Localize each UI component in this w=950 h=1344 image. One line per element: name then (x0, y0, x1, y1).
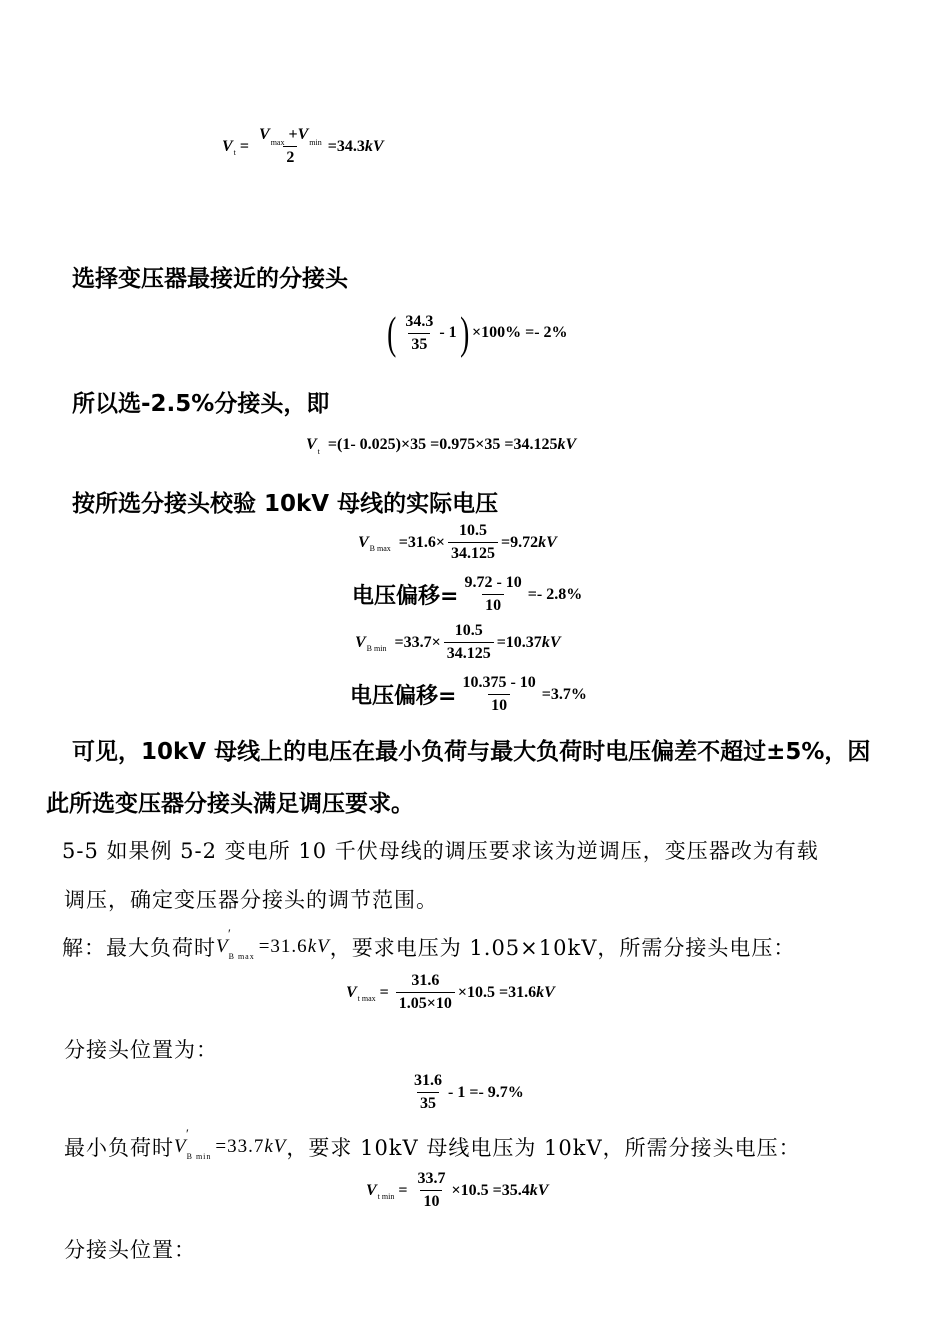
formula-minus: - 1 (439, 324, 457, 341)
text-post: ，要求 10kV 母线电压为 10kV，所需分接头电压： (286, 1136, 801, 1160)
formula-tap-percent: ( $\frac{34.3}{35}$ - 1 ) ×100% =- 2% (387, 307, 568, 358)
formula-sub: t (233, 148, 236, 157)
prime: ′ (228, 926, 232, 941)
formula-rhs: - 1 =- 9.7% (448, 1083, 524, 1101)
fraction-den: 1.05×10 (396, 992, 455, 1013)
heading-select-tap: 选择变压器最接近的分接头 (72, 266, 348, 292)
fraction-num: 10.375 - 10 (462, 674, 536, 691)
formula-rhs: =9.72 (501, 533, 539, 551)
fraction-num: 10.5 (459, 522, 488, 539)
text-pre: 最小负荷时 (64, 1136, 174, 1160)
fraction-num: 31.6 (414, 1072, 442, 1089)
fraction (396, 972, 455, 1013)
formula-deviation-min (350, 674, 587, 715)
formula-vt-max: V t max = $\frac{31.6}{1.05\times 10}$ ×10.5 =31.6 kV (346, 972, 555, 1012)
fraction (402, 313, 436, 354)
formula-rhs: ×10.5 =31.6 (457, 983, 537, 1001)
v: V (216, 936, 229, 957)
formula-unit: kV (364, 137, 384, 155)
v-unit: kV (307, 936, 330, 957)
problem-line-1: 5-5 如果例 5-2 变电所 10 千伏母线的调压要求该为逆调压，变压器改为有载 (62, 839, 819, 863)
v-prime (174, 1126, 212, 1161)
conclusion-line-1: 可见，10kV 母线上的电压在最小负荷与最大负荷时电压偏差不超过±5%，因 (72, 739, 871, 765)
text-pre: 解：最大负荷时 (62, 936, 216, 960)
formula-unit: kV (538, 533, 557, 551)
formula-vt-average: V t = $\frac{V_{max} +V_{min}}{2}$ =34.3 kV (222, 126, 384, 166)
solution-max-line (62, 926, 796, 962)
fraction-num: 34.3 (405, 312, 434, 330)
tap-position-label-2: 分接头位置： (64, 1238, 196, 1262)
fraction-den: 35 (408, 333, 430, 354)
fraction-den: 35 (417, 1092, 439, 1113)
fraction (411, 1072, 445, 1113)
fraction (444, 622, 494, 663)
formula-vb-max (358, 522, 557, 563)
conclusion-line-2: 此所选变压器分接头满足调压要求。 (46, 791, 414, 817)
v-eq: =31.6 (258, 936, 308, 957)
fraction-den: 10 (482, 594, 504, 615)
fraction-den: 34.125 (448, 542, 498, 563)
fraction-num: 10.5 (454, 622, 483, 639)
fraction-num: 9.72 - 10 (464, 574, 522, 591)
formula-lhs: V (355, 633, 366, 651)
formula-lhs: V (222, 137, 233, 155)
v-sub: B min (186, 1152, 212, 1161)
fraction-den: 2 (283, 146, 297, 167)
deviation-label: 电压偏移= (352, 584, 459, 609)
prime: ′ (186, 1126, 190, 1141)
formula-sub: B min (366, 644, 387, 653)
fraction (448, 522, 498, 563)
formula-sub: t min (377, 1192, 395, 1201)
v-prime (216, 926, 255, 961)
formula-lhs: V (306, 436, 317, 453)
formula-unit: kV (536, 983, 555, 1001)
fraction: $\frac{V_{max} +V_{min}}{2}$ (259, 126, 322, 166)
v-sub: B max (228, 952, 255, 961)
formula-vt-min: V t min = $\frac{33.7}{10}$ ×10.5 =35.4 kV (366, 1170, 549, 1210)
formula-rhs: =34.3 (327, 137, 365, 155)
formula-deviation-max (352, 574, 582, 615)
formula-unit: kV (529, 1181, 549, 1199)
heading-choose-tap: 所以选-2.5%分接头，即 (72, 391, 330, 417)
fraction-num: 33.7 (417, 1170, 446, 1187)
formula-rhs: ×100% =- 2% (471, 324, 568, 341)
v: V (174, 1136, 187, 1157)
formula-unit: kV (541, 633, 561, 651)
tap-position-label-1: 分接头位置为： (64, 1038, 218, 1062)
text-post: ，要求电压为 1.05×10kV，所需分接头电压： (329, 936, 796, 960)
num-a-sub: max (270, 138, 285, 147)
v-eq: =33.7 (215, 1136, 265, 1157)
formula-pre: =33.7× (394, 633, 441, 651)
formula-sub: B max (369, 544, 391, 553)
heading-verify: 按所选分接头校验 10kV 母线的实际电压 (72, 491, 499, 517)
formula-rhs: =(1- 0.025)×35 =0.975×35 =34.125 (327, 436, 558, 453)
formula-vt-selected (306, 436, 576, 454)
num-b-sub: min (309, 138, 322, 147)
fraction-den: 34.125 (444, 642, 494, 663)
formula-sub: t max (357, 994, 376, 1003)
formula-rhs: ×10.5 =35.4 (451, 1181, 530, 1199)
fraction-den: 10 (420, 1190, 442, 1211)
v-unit: kV (264, 1136, 287, 1157)
fraction-den: 10 (488, 694, 510, 715)
formula-lhs: V (346, 983, 357, 1001)
formula-rhs: =- 2.8% (527, 585, 583, 603)
num-a: V (259, 126, 270, 143)
fraction (459, 674, 538, 715)
formula-sub: t (317, 446, 320, 456)
fraction-num: 31.6 (411, 972, 440, 989)
fraction (414, 1170, 448, 1211)
formula-lhs: V (358, 533, 369, 551)
formula-unit: kV (557, 436, 577, 453)
num-b: V (297, 126, 309, 143)
fraction (461, 574, 524, 615)
formula-pre: =31.6× (398, 533, 446, 551)
formula-rhs: =10.37 (496, 633, 542, 651)
deviation-label: 电压偏移= (350, 684, 457, 709)
formula-vb-min (355, 622, 560, 663)
formula-tap-position-max (408, 1072, 524, 1113)
problem-line-2: 调压，确定变压器分接头的调节范围。 (64, 888, 438, 912)
solution-min-line (64, 1126, 801, 1162)
formula-lhs: V (366, 1181, 377, 1199)
formula-rhs: =3.7% (541, 685, 587, 703)
